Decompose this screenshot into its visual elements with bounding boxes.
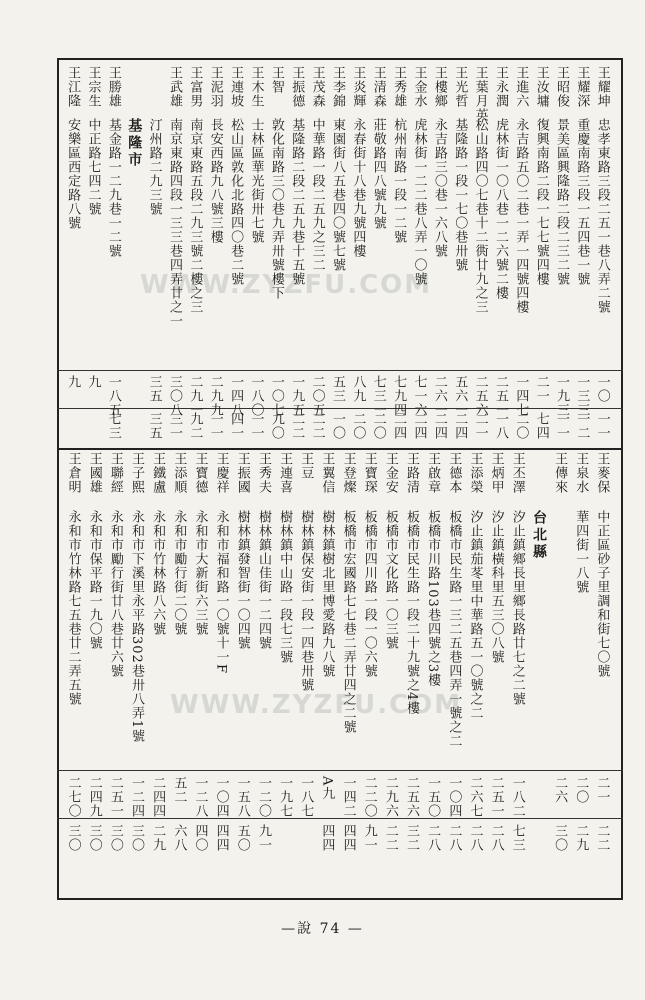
- entry-name: 王茂森: [309, 66, 325, 108]
- entry-code: 一二八: [192, 776, 208, 818]
- entry-name: 王樓鄉: [431, 66, 447, 108]
- entry-name: 王光哲: [452, 66, 468, 108]
- entry-code: 一〇四: [446, 776, 462, 818]
- entry-address: 東園街八五巷四〇號七號: [329, 118, 345, 272]
- entry-address: 樹林鎮山佳街一二四號: [255, 510, 271, 650]
- entry-code: 二〇: [350, 412, 366, 440]
- entry-code: 九二: [187, 412, 203, 440]
- register-entry: [295, 448, 316, 898]
- entry-address: 板橋市民生路一段二十九號之4樓: [404, 510, 420, 716]
- entry-address: 松山區敦化北路四〇巷二號: [228, 118, 244, 286]
- entry-code: 二八: [488, 824, 504, 852]
- register-entry: [379, 448, 400, 898]
- entry-code: 七九四: [391, 375, 407, 417]
- entry-code: 三五: [146, 412, 162, 440]
- entry-code: 二四: [411, 412, 427, 440]
- entry-code: 五二: [171, 776, 187, 804]
- register-entry: [83, 448, 104, 898]
- entry-name: 王登燦: [340, 452, 356, 494]
- entry-code: 四〇: [192, 824, 208, 852]
- entry-code: 二八: [446, 824, 462, 852]
- entry-code: 九: [85, 375, 101, 389]
- entry-address: 南京東路四段一三三巷四弄廿之一: [167, 118, 183, 328]
- entry-code: 二〇: [370, 412, 386, 440]
- entry-address: 南京東路五段二九三號二樓之三: [187, 118, 203, 314]
- entry-code: 一八: [492, 412, 508, 440]
- entry-code: 七四: [533, 412, 549, 440]
- entry-name: 王泥羽: [207, 66, 223, 108]
- entry-address: 汀州路二九三號: [146, 118, 162, 216]
- register-entry: [225, 60, 245, 448]
- entry-code: 三〇: [129, 824, 145, 852]
- entry-name: 王傳來: [552, 452, 568, 494]
- entry-code: 二八: [425, 824, 441, 852]
- register-entry: [510, 60, 530, 448]
- entry-code: 六八: [171, 824, 187, 852]
- entry-code: 三〇: [86, 824, 102, 852]
- register-entry: [210, 448, 231, 898]
- entry-address: 永吉路三〇巷一六八號: [431, 118, 447, 258]
- entry-address: 杭州南路一段一二號: [391, 118, 407, 244]
- entry-name: 王泉水: [573, 452, 589, 494]
- entry-address: 士林區華光街卅七號: [248, 118, 264, 244]
- entry-code: 二六七: [467, 776, 483, 818]
- entry-code: 四四: [213, 824, 229, 852]
- entry-code: 四四: [340, 824, 356, 852]
- register-entry: [143, 60, 163, 448]
- watermark: WWW.ZYZFU.COM: [140, 270, 433, 300]
- entry-code: 二九: [573, 824, 589, 852]
- entry-address: 板橋市四川路一段一〇六號: [361, 510, 377, 678]
- entry-code: 二五六: [404, 776, 420, 818]
- entry-code: 一〇: [329, 412, 345, 440]
- entry-code: 七三一: [370, 375, 386, 417]
- entry-code: 三〇: [107, 824, 123, 852]
- entry-code: 一八七: [298, 776, 314, 818]
- register-entry: [368, 60, 388, 448]
- entry-address: 永和市下溪里永平路302巷卅八弄1號: [129, 510, 145, 744]
- entry-code: 二九九: [207, 375, 223, 417]
- entry-name: 王勝雄: [105, 66, 121, 108]
- register-entry: [485, 448, 506, 898]
- entry-code: 二一: [594, 776, 610, 804]
- entry-code: 一九五: [289, 375, 305, 417]
- register-entry: [592, 60, 612, 448]
- register-entry: [449, 60, 469, 448]
- entry-address: 敦化南路三〇巷九弄卅號樓下: [268, 118, 284, 300]
- entry-code: 一三三: [574, 375, 590, 417]
- entry-code: 五〇: [234, 824, 250, 852]
- entry-name: 王葉月英: [472, 66, 488, 122]
- entry-code: 九一: [255, 824, 271, 852]
- entry-code: 二〇五: [309, 375, 325, 417]
- entry-name: 王丕澤: [509, 452, 525, 494]
- entry-code: 一四八: [228, 375, 244, 417]
- entry-code: 一一: [248, 412, 264, 440]
- entry-name: 王路清: [404, 452, 420, 494]
- entry-code: 二二〇: [361, 776, 377, 818]
- entry-name: 王李錦: [329, 66, 345, 108]
- entry-code: 二五一: [492, 375, 508, 417]
- entry-address: 復興南路二段一七七號四樓: [533, 118, 549, 286]
- entry-name: 王啟章: [425, 452, 441, 494]
- entry-name: 王豆: [298, 452, 314, 480]
- register-entry: [62, 448, 83, 898]
- register-entry: [388, 60, 408, 448]
- register-entry: [252, 448, 273, 898]
- entry-code: 二五一: [107, 776, 123, 818]
- entry-address: 中華路一段二五九之三二: [309, 118, 325, 272]
- register-entry: [189, 448, 210, 898]
- register-entry: [490, 60, 510, 448]
- entry-code: 一八〇: [248, 375, 264, 417]
- entry-name: 王添順: [171, 452, 187, 494]
- entry-address: 樹林鎮中山路一段七三號: [277, 510, 293, 664]
- register-entry: [286, 60, 306, 448]
- entry-code: 二九六: [382, 776, 398, 818]
- register-entry: [337, 448, 358, 898]
- register-entry: [531, 60, 551, 448]
- entry-code: 二四九: [86, 776, 102, 818]
- entry-address: 汐止鎮茄苳里中華路五一〇號之二: [467, 510, 483, 720]
- entry-address: 永和市福和路一〇號十一F: [213, 510, 229, 675]
- register-entry: [231, 448, 252, 898]
- entry-name: 王汝墉: [533, 66, 549, 108]
- register-entry: [408, 60, 428, 448]
- entry-name: 王清森: [370, 66, 386, 108]
- entry-address: 永和市保平路一九〇號: [86, 510, 102, 650]
- entry-code: 一八二: [509, 776, 525, 818]
- entry-code: 七一六: [411, 375, 427, 417]
- entry-code: 一四二: [340, 776, 356, 818]
- register-entry: [266, 60, 286, 448]
- entry-code: 二一: [472, 412, 488, 440]
- register-entry: [316, 448, 337, 898]
- entry-name: 王耀深: [574, 66, 590, 108]
- entry-address: 永吉路五〇二巷一弄一四號四樓: [513, 118, 529, 314]
- entry-address: 中正區砂子里調和街七〇號: [594, 510, 610, 678]
- register-entry: [147, 448, 168, 898]
- entry-address: 永和市大新街六三號: [192, 510, 208, 636]
- entry-code: 二二: [289, 412, 305, 440]
- entry-address: 虎林街一〇八巷一二六號二樓: [492, 118, 508, 300]
- entry-name: 王江隆: [65, 66, 81, 108]
- entry-name: 王智: [268, 66, 284, 94]
- entry-code: 一一: [554, 412, 570, 440]
- entry-code: 一一: [594, 412, 610, 440]
- register-entry: [549, 448, 570, 898]
- entry-code: 一〇七: [268, 375, 284, 417]
- register-entry: [358, 448, 379, 898]
- entry-name: 王木生: [248, 66, 264, 108]
- entry-name: 王昭俊: [554, 66, 570, 108]
- entry-name: 王振德: [289, 66, 305, 108]
- entry-code: 七三: [509, 824, 525, 852]
- entry-address: 汐止鎮橫科里五三〇八號: [488, 510, 504, 664]
- register-entry: [591, 448, 612, 898]
- entry-address: 永和市竹林路七五巷廿二弄五號: [65, 510, 81, 706]
- entry-address: 忠孝東路三段二五一巷八弄二號: [594, 118, 610, 314]
- entry-name: 王添榮: [467, 452, 483, 494]
- entry-address: 樹林鎮樹北里博愛路九八號: [319, 510, 335, 678]
- entry-code: A九: [319, 776, 335, 801]
- entry-name: 王耀坤: [594, 66, 610, 108]
- entry-code: 一八五: [105, 375, 121, 417]
- entry-code: 七三: [105, 412, 121, 440]
- register-entry: [168, 448, 189, 898]
- entry-code: 二〇: [513, 412, 529, 440]
- entry-code: 二九一: [187, 375, 203, 417]
- entry-code: 一〇四: [213, 776, 229, 818]
- register-entry: [205, 60, 225, 448]
- register-entry: [571, 60, 591, 448]
- entry-name: 王寶琛: [361, 452, 377, 494]
- entry-address: 重慶南路三段一五四巷一號: [574, 118, 590, 286]
- entry-code: 二四: [391, 412, 407, 440]
- register-entry: [103, 60, 123, 448]
- entry-address: 虎林街一二二巷八弄一〇號: [411, 118, 427, 286]
- entry-name: 王振國: [234, 452, 250, 494]
- entry-code: 一〇: [594, 375, 610, 403]
- entry-code: 九: [65, 375, 81, 389]
- entry-code: 二二: [382, 824, 398, 852]
- entry-code: 二〇: [573, 776, 589, 804]
- entry-code: 九一: [361, 824, 377, 852]
- entry-address: 永和市勵行街二〇號: [171, 510, 187, 636]
- entry-address: 安樂區西定路八號: [65, 118, 81, 230]
- entry-code: 二六一: [431, 375, 447, 417]
- entry-address: 基隆路一段一七〇巷卅號: [452, 118, 468, 272]
- register-entry: [123, 60, 143, 448]
- entry-code: 二七〇: [65, 776, 81, 818]
- entry-address: 中正路七四二號: [85, 118, 101, 216]
- register-entry: [82, 60, 102, 448]
- register-entry: [104, 448, 125, 898]
- register-entry: [62, 60, 82, 448]
- entry-address: 板橋市川路103巷四號之3樓: [425, 510, 441, 688]
- entry-address: 板橋市文化路一〇三號: [382, 510, 398, 650]
- register-entry: [306, 60, 326, 448]
- register-entry: [551, 60, 571, 448]
- watermark: WWW.ZYZFU.COM: [170, 690, 463, 720]
- entry-code: 一九三: [554, 375, 570, 417]
- entry-address: 樹林鎮保安街一段一四巷卅號: [298, 510, 314, 692]
- entry-code: 二六: [552, 776, 568, 804]
- entry-address: 莊敬路四八號九號: [370, 118, 386, 230]
- entry-address: 永和市竹林路八六號: [150, 510, 166, 636]
- entry-name: 王德本: [446, 452, 462, 494]
- register-entry: [527, 448, 548, 898]
- entry-address: 景美區興隆路二段二三二號: [554, 118, 570, 286]
- entry-code: 二五六: [472, 375, 488, 417]
- entry-code: 五三: [329, 375, 345, 403]
- entry-name: 王子熙: [129, 452, 145, 494]
- entry-name: 王武雄: [167, 66, 183, 108]
- register-entry: [125, 448, 146, 898]
- entry-name: 王永潤: [492, 66, 508, 108]
- entry-code: 一九七: [277, 776, 293, 818]
- entry-code: 三二: [404, 824, 420, 852]
- entry-code: 一五〇: [425, 776, 441, 818]
- entry-name: 王鐵盧: [150, 452, 166, 494]
- register-entry: [327, 60, 347, 448]
- entry-code: 四四: [319, 824, 335, 852]
- entry-address: 基隆路二段二五九巷十五號: [289, 118, 305, 286]
- entry-code: 三〇: [65, 824, 81, 852]
- entry-code: 二四四: [150, 776, 166, 818]
- entry-address: 永春街十八巷九號四樓: [350, 118, 366, 258]
- entry-name: 王慶祥: [213, 452, 229, 494]
- entry-address: 永和市勵行街廿八巷廿六號: [107, 510, 123, 678]
- entry-name: 王翼信: [319, 452, 335, 494]
- register-entry: [245, 60, 265, 448]
- entry-code: 一五八: [234, 776, 250, 818]
- entry-name: 王國雄: [86, 452, 102, 494]
- entry-name: 王金安: [382, 452, 398, 494]
- entry-code: 四一: [228, 412, 244, 440]
- city-heading: 台北縣: [530, 510, 547, 561]
- entry-address: 基金路一二九巷一二號: [105, 118, 121, 258]
- entry-code: 一一: [207, 412, 223, 440]
- entry-code: 五六一: [452, 375, 468, 417]
- entry-code: 一二〇: [255, 776, 271, 818]
- register-entry: [464, 448, 485, 898]
- entry-address: 板橋市宏國路七七巷二弄廿四之二號: [340, 510, 356, 734]
- entry-address: 華四街一八號: [573, 510, 589, 594]
- entry-code: 二八: [467, 824, 483, 852]
- page-footer: —說 74 —: [281, 921, 364, 937]
- register-entry: [184, 60, 204, 448]
- entry-code: 九〇: [268, 412, 284, 440]
- entry-code: 二五一: [488, 776, 504, 818]
- entry-code: 八九: [350, 375, 366, 403]
- register-entry: [469, 60, 489, 448]
- entry-name: 王炳甲: [488, 452, 504, 494]
- entry-name: 王連喜: [277, 452, 293, 494]
- entry-name: 王進六: [513, 66, 529, 108]
- register-entry: [429, 60, 449, 448]
- register-entry: [164, 60, 184, 448]
- entry-code: 三〇: [552, 824, 568, 852]
- entry-name: 王金水: [411, 66, 427, 108]
- entry-code: 二一: [533, 375, 549, 403]
- register-entry: [422, 448, 443, 898]
- entry-code: 一二: [574, 412, 590, 440]
- entry-code: 二二: [309, 412, 325, 440]
- entry-name: 王寶德: [192, 452, 208, 494]
- city-heading: 基隆市: [126, 118, 143, 169]
- entry-address: 汐止鎮鄉長里鄉長路廿七之二號: [509, 510, 525, 706]
- entry-code: 二四: [452, 412, 468, 440]
- entry-name: 王倉明: [65, 452, 81, 494]
- register-entry: [400, 448, 421, 898]
- register-entry: [506, 448, 527, 898]
- entry-code: 二四: [431, 412, 447, 440]
- entry-name: 王秀夫: [255, 452, 271, 494]
- entry-code: 三一: [167, 412, 183, 440]
- entry-code: 二九: [150, 824, 166, 852]
- entry-address: 松山路四〇七巷十二衖廿九之三: [472, 118, 488, 314]
- entry-name: 王炎輝: [350, 66, 366, 108]
- entry-name: 王秀雄: [391, 66, 407, 108]
- entry-code: 一二四: [129, 776, 145, 818]
- register-entry: [570, 448, 591, 898]
- register-entry: [274, 448, 295, 898]
- entry-code: 一四七: [513, 375, 529, 417]
- entry-code: 三〇八: [167, 375, 183, 417]
- entry-address: 長安西路九八號三樓: [207, 118, 223, 244]
- entry-name: 王麥保: [594, 452, 610, 494]
- entry-name: 王宗生: [85, 66, 101, 108]
- entry-code: 二二: [594, 824, 610, 852]
- register-entry: [443, 448, 464, 898]
- entry-name: 王富男: [187, 66, 203, 108]
- entry-address: 板橋市民生路一三二五巷四弄一號之二: [446, 510, 462, 748]
- entry-code: 三五: [146, 375, 162, 403]
- entry-name: 王聯經: [107, 452, 123, 494]
- register-entry: [347, 60, 367, 448]
- entry-name: 王連坡: [228, 66, 244, 108]
- entry-address: 樹林鎮發智街一〇四號: [234, 510, 250, 650]
